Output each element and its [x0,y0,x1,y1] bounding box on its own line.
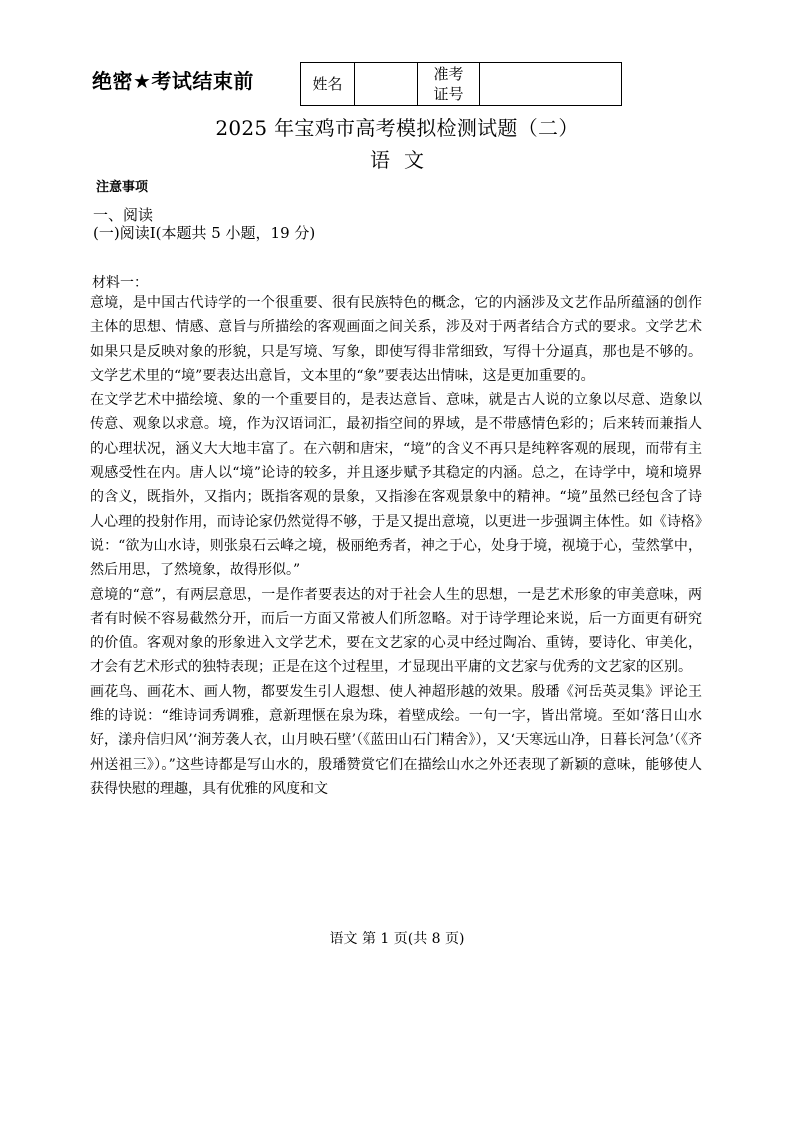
passage-paragraph: 意境的“意”，有两层意思，一是作者要表达的对于社会人生的思想，一是艺术形象的审美意味，两者有时候不容易截然分开，而后一方面又常被人们所忽略。对于诗学理论来说，后一方面更有研究的价值。客观对象的形象进入文学艺术，要在文艺家的心灵中经过陶冶、重铸，要诗化、审美化，才会有艺术形式的独特表现；正是在这个过程里，才显现出平庸的文艺家与优秀的文艺家的区别。 [90,586,702,676]
exam-id-field [480,63,621,105]
subsection-heading: (一)阅读Ⅰ(本题共 5 小题，19 分) [93,224,316,242]
name-field [355,63,418,105]
page-footer: 语文 第 1 页(共 8 页) [329,931,465,947]
material-label: 材料一： [92,275,148,291]
exam-id-label: 准考证号 [418,63,480,105]
exam-title: 2025 年宝鸡市高考模拟检测试题（二） [215,116,579,140]
subject-title: 语文 [370,148,438,172]
confidential-mark: 绝密★考试结束前 [92,69,254,93]
passage-paragraph: 画花鸟、画花木、画人物，都要发生引人遐想、使人神超形越的效果。殷璠《河岳英灵集》评论王维的诗说：“维诗词秀调雅，意新理惬在泉为珠，着壁成绘。一句一字，皆出常境。至如‘落日山水好，漾舟信归风’‘涧芳袭人衣，山月映石壁’（《蓝田山石门精舍》），又‘天寒远山净，日暮长河急’（《齐州送祖三》）。”这些诗都是写山水的，殷璠赞赏它们在描绘山水之外还表现了新颖的意味，能够使人获得快慰的理趣，具有优雅的风度和文 [90,683,702,797]
passage-paragraph: 在文学艺术中描绘境、象的一个重要目的，是表达意旨、意味，就是古人说的立象以尽意、造象以传意、观象以求意。境，作为汉语词汇，最初指空间的界域，是不带感情色彩的；后来转而兼指人的心理状况，涵义大大地丰富了。在六朝和唐宋，“境”的含义不再只是纯粹客观的展现，而带有主观感受性在内。唐人以“境”论诗的较多，并且逐步赋予其稳定的内涵。总之，在诗学中，境和境界的含义，既指外，又指内；既指客观的景象，又指渗在客观景象中的精神。“境”虽然已经包含了诗人心理的投射作用，而诗论家仍然觉得不够，于是又提出意境，以更进一步强调主体性。如《诗格》说：“欲为山水诗，则张泉石云峰之境，极丽绝秀者，神之于心，处身于境，视境于心，莹然掌中，然后用思，了然境象，故得形似。” [90,392,702,579]
section-heading: 一、阅读 [93,206,154,224]
name-label: 姓名 [301,63,355,105]
candidate-info-box [300,62,622,106]
passage-paragraph: 意境，是中国古代诗学的一个很重要、很有民族特色的概念，它的内涵涉及文艺作品所蕴涵的创作主体的思想、情感、意旨与所描绘的客观画面之间关系，涉及对于两者结合方式的要求。文学艺术如果只是反映对象的形貌，只是写境、写象，即使写得非常细致，写得十分逼真，那也是不够的。文学艺术里的“境”要表达出意旨，文本里的“象”要表达出情味，这是更加重要的。 [90,295,702,384]
reading-passage [90,291,702,801]
notes-heading: 注意事项 [96,180,149,195]
